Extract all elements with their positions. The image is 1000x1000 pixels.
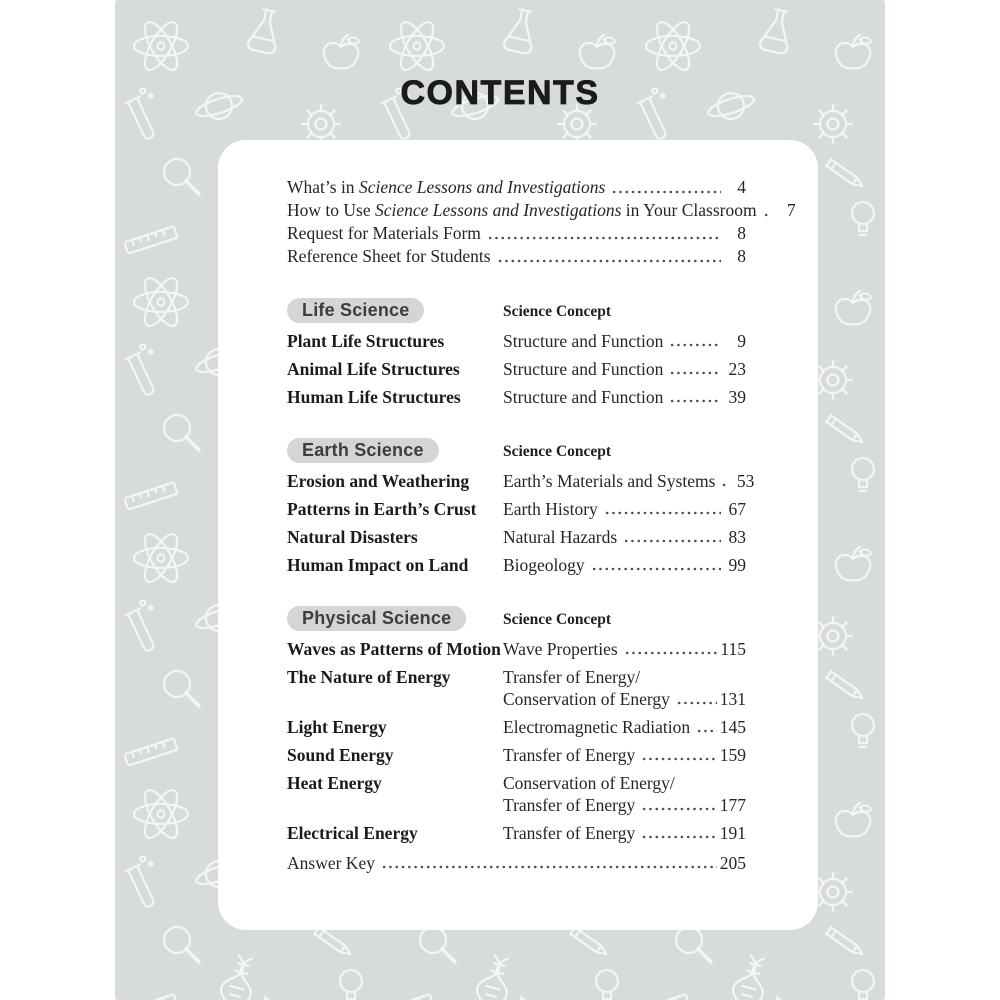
toc-row <box>287 526 746 548</box>
unit-title: Erosion and Weathering <box>287 471 470 491</box>
toc-row <box>287 554 746 576</box>
entry-text <box>287 245 491 268</box>
concept-line <box>503 716 746 738</box>
concept-text: Conservation of Energy <box>503 689 670 709</box>
page-number: 23 <box>728 359 746 379</box>
toc-section <box>287 606 746 844</box>
unit-title: Human Life Structures <box>287 387 461 407</box>
page-number: 7 <box>786 200 796 220</box>
concept-line <box>503 526 746 548</box>
toc-row <box>287 638 746 660</box>
section-header <box>287 606 746 631</box>
unit-title: Sound Energy <box>287 745 394 765</box>
unit-title: Natural Disasters <box>287 527 418 547</box>
dot-leader <box>487 222 721 245</box>
dot-leader <box>641 822 717 844</box>
dot-leader <box>676 688 717 710</box>
toc-row <box>287 358 746 380</box>
toc-row <box>287 470 755 492</box>
entry-text-plain: Request for Materials Form <box>287 223 481 243</box>
dot-leader <box>641 794 717 816</box>
entry-text-plain: Reference Sheet for Students <box>287 246 491 266</box>
front-matter-row <box>287 245 746 268</box>
toc-row <box>287 498 746 520</box>
concept-text: Transfer of Energy <box>503 795 636 815</box>
concept-text: Natural Hazards <box>503 527 618 547</box>
toc-row <box>287 772 746 816</box>
concept-line <box>503 688 746 710</box>
dot-leader <box>696 716 717 738</box>
unit-title: Human Impact on Land <box>287 555 469 575</box>
toc-row <box>287 822 746 844</box>
toc-row <box>287 386 746 408</box>
toc-section <box>287 298 746 408</box>
section-header <box>287 298 746 323</box>
page-number: 99 <box>728 555 746 575</box>
page-number: 177 <box>719 795 746 815</box>
unit-title: Waves as Patterns of Motion <box>287 639 501 659</box>
dot-leader <box>497 245 721 268</box>
answer-key-row <box>287 852 746 874</box>
concept-line <box>503 794 746 816</box>
page-number: 4 <box>737 177 746 197</box>
unit-title: Patterns in Earth’s Crust <box>287 499 477 519</box>
concept-text: Wave Properties <box>503 639 618 659</box>
unit-title: The Nature of Energy <box>287 667 451 687</box>
concept-cell <box>503 744 746 766</box>
concept-text: Transfer of Energy <box>503 823 636 843</box>
concept-line: Transfer of Energy/ <box>503 667 641 687</box>
dot-leader <box>604 498 721 520</box>
dot-leader <box>721 470 729 492</box>
page-number: 145 <box>719 717 746 737</box>
concept-line: Conservation of Energy/ <box>503 773 675 793</box>
concept-cell <box>503 330 746 352</box>
concept-text: Transfer of Energy <box>503 745 636 765</box>
concept-column-header: Science Concept <box>503 303 612 320</box>
page-number: 67 <box>728 499 746 519</box>
concept-line <box>503 498 746 520</box>
concept-text: Earth History <box>503 499 598 519</box>
unit-title: Plant Life Structures <box>287 331 445 351</box>
front-matter-row <box>287 222 746 245</box>
toc-row <box>287 716 746 738</box>
entry-text-plain: in Your Classroom <box>621 200 757 220</box>
page-title: CONTENTS <box>400 74 600 112</box>
toc-row <box>287 666 746 710</box>
section-rows <box>287 330 746 408</box>
front-matter-row <box>287 176 746 199</box>
page-number: 191 <box>719 823 746 843</box>
unit-title: Electrical Energy <box>287 823 418 843</box>
concept-cell <box>503 470 754 492</box>
entry-text-italic: Science Lessons and Investigations <box>374 200 622 220</box>
toc-row <box>287 744 746 766</box>
dot-leader <box>641 744 717 766</box>
page-number: 131 <box>719 689 746 709</box>
concept-cell <box>503 554 746 576</box>
entry-text-plain: How to Use <box>287 200 375 220</box>
concept-cell <box>503 358 746 380</box>
page-number: 8 <box>737 246 746 266</box>
front-matter-list <box>287 176 796 268</box>
concept-text: Structure and Function <box>503 387 664 407</box>
unit-title: Animal Life Structures <box>287 359 460 379</box>
concept-text: Structure and Function <box>503 331 664 351</box>
concept-line <box>503 638 746 660</box>
concept-line <box>503 470 754 492</box>
unit-title: Heat Energy <box>287 773 382 793</box>
concept-cell <box>503 638 746 660</box>
dot-leader <box>763 199 771 222</box>
concept-cell <box>503 716 746 738</box>
concept-column-header: Science Concept <box>503 611 612 628</box>
section-badge: Earth Science <box>287 438 439 463</box>
concept-cell <box>503 386 746 408</box>
concept-line <box>503 330 746 352</box>
dot-leader <box>669 330 721 352</box>
page-number: 8 <box>737 223 746 243</box>
dot-leader <box>624 638 718 660</box>
entry-text-italic: Science Lessons and Investigations <box>358 177 606 197</box>
concept-text: Electromagnetic Radiation <box>503 717 691 737</box>
answer-key-label: Answer Key <box>287 853 375 873</box>
section-badge: Life Science <box>287 298 424 323</box>
toc-section <box>287 438 755 576</box>
sections <box>287 298 755 844</box>
concept-line <box>503 386 746 408</box>
front-matter-row <box>287 199 796 222</box>
page-number: 83 <box>728 527 746 547</box>
dot-leader <box>611 176 721 199</box>
concept-line <box>503 358 746 380</box>
page-number: 205 <box>719 853 746 873</box>
dot-leader <box>381 852 717 874</box>
dot-leader <box>591 554 721 576</box>
page-number: 9 <box>737 331 746 351</box>
concept-cell <box>503 772 746 816</box>
concept-text: Structure and Function <box>503 359 664 379</box>
concept-text: Biogeology <box>503 555 585 575</box>
concept-column-header: Science Concept <box>503 443 612 460</box>
entry-text <box>287 176 605 199</box>
section-rows <box>287 470 755 576</box>
unit-title: Light Energy <box>287 717 387 737</box>
entry-text-plain: What’s in <box>287 177 359 197</box>
entry-text <box>287 199 757 222</box>
section-rows <box>287 638 746 844</box>
page-number: 53 <box>736 471 755 491</box>
concept-cell <box>503 822 746 844</box>
dot-leader <box>623 526 721 548</box>
section-header <box>287 438 746 463</box>
entry-text <box>287 222 481 245</box>
concept-cell <box>503 526 746 548</box>
page-number: 39 <box>728 387 746 407</box>
contents-card <box>218 140 818 930</box>
section-badge: Physical Science <box>287 606 466 631</box>
concept-text: Earth’s Materials and Systems <box>503 471 716 491</box>
dot-leader <box>669 386 721 408</box>
page-number: 159 <box>719 745 746 765</box>
concept-line <box>503 554 746 576</box>
dot-leader <box>669 358 721 380</box>
page-number: 115 <box>720 639 746 659</box>
toc-row <box>287 330 746 352</box>
concept-cell <box>503 666 746 710</box>
concept-line <box>503 744 746 766</box>
concept-line <box>503 822 746 844</box>
concept-cell <box>503 498 746 520</box>
